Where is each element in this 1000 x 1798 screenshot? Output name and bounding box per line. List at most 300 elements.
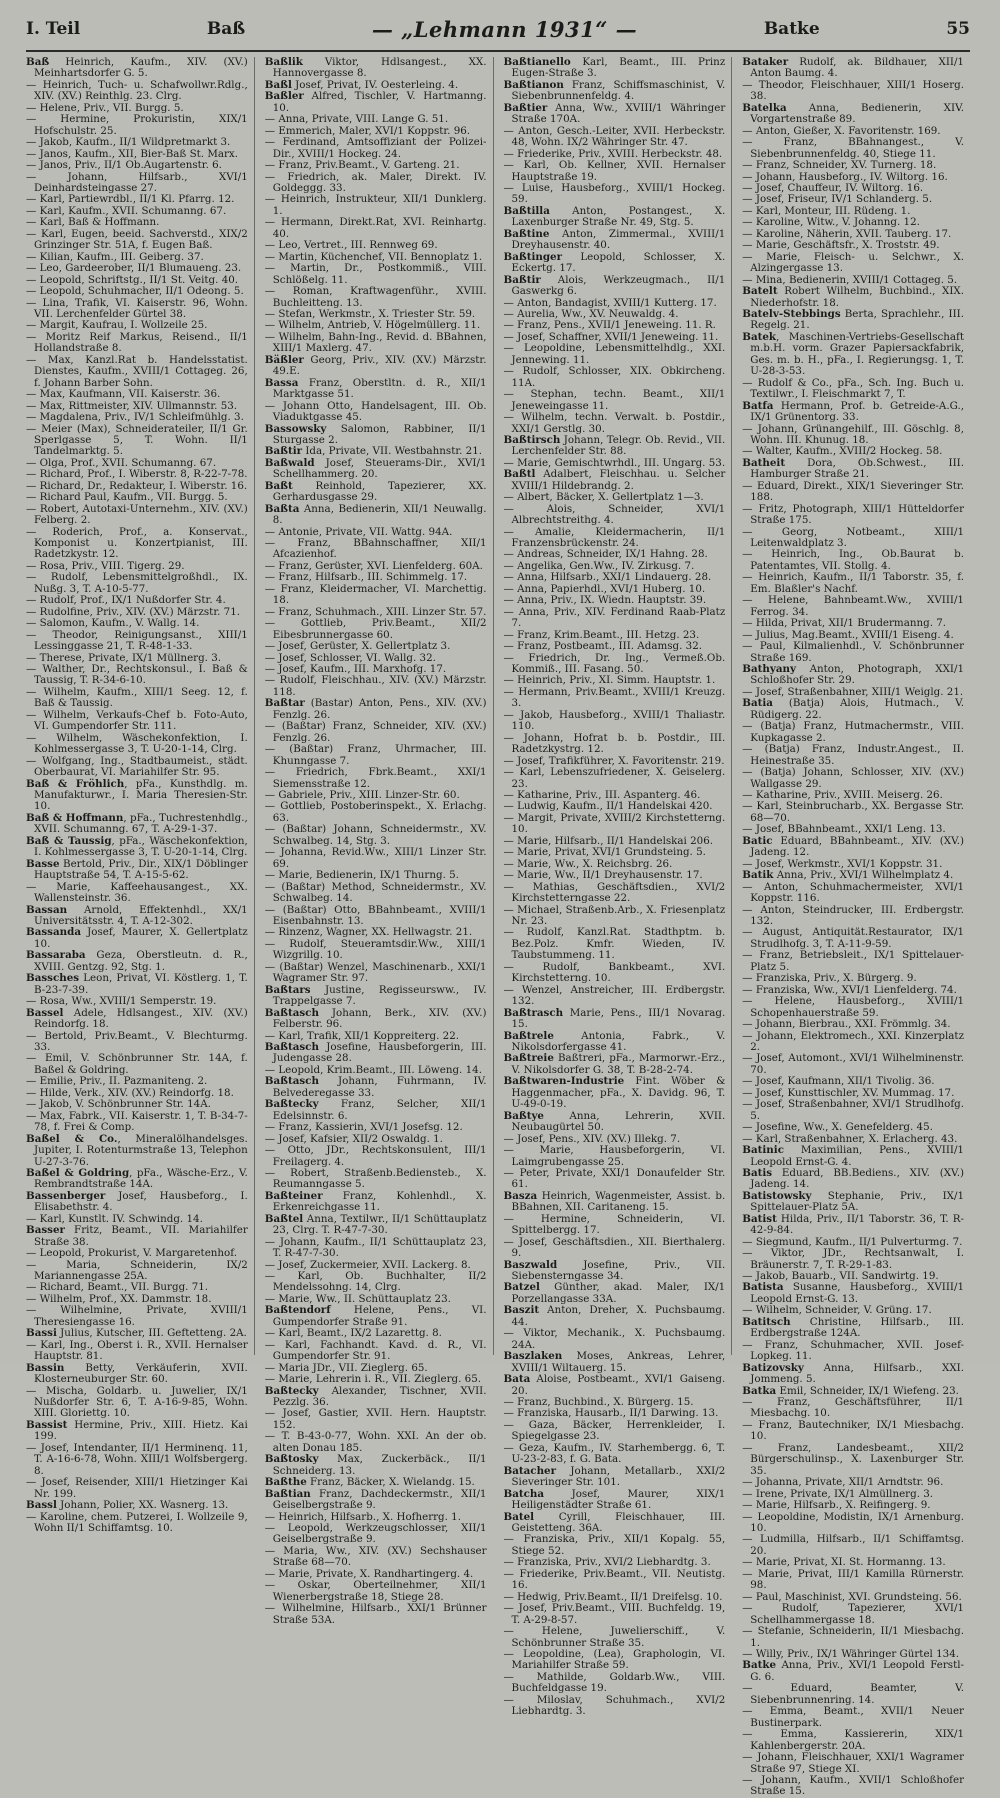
directory-entry: — Leopold, Krim.Beamt., III. Löweng. 14. (264, 1063, 482, 1076)
entry-surname: Baßel & Co. (26, 1132, 118, 1145)
directory-entry: — Wilhelm, Kaufm., XIII/1 Seeg. 12, f. Baß & Taussig. (26, 685, 248, 710)
entry-surname: Bassches (26, 972, 80, 985)
directory-entry: Batelv-Stebbings Berta, Sprachlehr., III. Regelg. 21. (742, 307, 964, 332)
directory-entry: Basse Bertold, Priv., Dir., XIX/1 Döblinger Hauptstraße 54, T. A-15-5-62. (26, 857, 248, 882)
directory-entry: Bassin Betty, Verkäuferin, XVII. Klosterneuburger Str. 60. (26, 1361, 248, 1386)
directory-entry: — Magdalena, Priv., IV/1 Schleifmühlg. 3. (26, 411, 244, 424)
directory-entry: — Katharine, Priv., XVIII. Meiserg. 26. (742, 789, 943, 801)
entry-surname: Batka (742, 1384, 777, 1397)
directory-entry: — Josef, Straßenbahner, XVI/1 Strudlhofg. 5. (742, 1098, 964, 1122)
directory-entry: — T. B-43-0-77, Wohn. XXI. An der ob. alten Donau 185. (264, 1430, 487, 1454)
entry-surname: Basza (503, 1189, 538, 1202)
directory-entry: Baßler Alfred, Tischler, V. Hartmanng. 10. (264, 90, 487, 114)
directory-entry: — Franz, Gerüster, XVI. Lienfelderg. 60A. (264, 559, 483, 572)
directory-entry: Baßtars Justine, Regisseursww., IV. Trappelgasse 7. (264, 983, 487, 1008)
directory-entry: — Marie, Ww., II. Schüttauplatz 23. (264, 1292, 451, 1305)
directory-entry: Baßtian Franz, Dachdeckermstr., XII/1 Geiselbergstraße 9. (264, 1487, 487, 1512)
directory-entry: — Emmerich, Maler, XVI/1 Koppstr. 96. (264, 124, 471, 137)
entry-surname: Bassist (26, 1418, 68, 1431)
directory-entry: — Franz, Schneider, XV. Turnerg. 18. (742, 159, 937, 172)
directory-entry: — Olga, Prof., XVII. Schumanng. 67. (26, 456, 217, 469)
directory-entry: — Angelika, Gen.Ww., IV. Zirkusg. 7. (503, 559, 695, 572)
directory-entry: — Franziska, Priv., X. Bürgerg. 9. (742, 972, 917, 985)
directory-entry: Baßta Anna, Bedienerin, XII/1 Neuwallg. 8. (264, 502, 487, 527)
column-2 (264, 56, 494, 1626)
directory-entry: — Georg, Notbeamt., XIII/1 Leitenwaldplatz 3. (742, 525, 964, 550)
directory-entry: — Johanna, Private, XII/1 Arndtstr. 96. (742, 1476, 944, 1489)
directory-entry: Batfa Hermann, Prof. b. Getreide-A.G., IX/1 Grünentorg. 33. (742, 399, 964, 424)
directory-entry: — (Baßtar) Johann, Schneidermstr., XV. Schwalbeg. 14, Stg. 3. (264, 823, 487, 847)
entry-surname: Baßtilla (503, 204, 550, 217)
directory-entry: — Leopold, Werkzeugschlosser, XII/1 Geiselbergstraße 9. (264, 1522, 487, 1546)
directory-entry: — Janos, Kaufm., XII, Bier-Baß St. Marx. (26, 147, 239, 160)
directory-entry: — Marie, Privat, XVI/1 Grundsteing. 5. (503, 846, 706, 859)
directory-entry: Baß Heinrich, Kaufm., XIV. (XV.) Meinhartsdorfer G. 5. (26, 56, 248, 80)
directory-entry: — Josef, Schlosser, VI. Wallg. 32. (264, 651, 436, 664)
directory-entry: — Rudolf, Steueramtsdir.Ww., XIII/1 Wizgrillg. 10. (264, 937, 487, 962)
entry-surname: Batacher (503, 1464, 557, 1477)
directory-entry: Batia (Batja) Alois, Hutmach., V. Rüdigerg. 22. (742, 697, 964, 721)
directory-entry: — Wilhelm, techn. Verwalt. b. Postdir., XXI/1 Gerstlg. 30. (503, 411, 726, 435)
directory-entry: — Franz, BBahnschaffner, XII/1 Afcazienhof. (264, 537, 487, 561)
directory-entry: — Heinrich, Instrukteur, XII/1 Dunklerg. 1. (264, 193, 487, 217)
directory-entry: — Miloslav, Schuhmach., XVI/2 Liebhardtg. 3. (503, 1693, 726, 1718)
directory-entry: — Franziska, Hausarb., II/1 Darwing. 13. (503, 1407, 719, 1420)
directory-entry: — Friedrich, ak. Maler, Direkt. IV. Goldeggg. 33. (264, 170, 487, 194)
directory-entry: — Leopoldine, Lebensmittelhdlg., XXI. Jennewing. 11. (503, 342, 726, 366)
directory-entry: — (Batja) Franz, Hutmachermstr., VIII. Kupkagasse 2. (742, 720, 964, 744)
directory-entry: — Stefanie, Schneiderin, II/1 Miesbachg. 1. (742, 1625, 964, 1649)
directory-entry: Batista Susanne, Hausbeforg., XVIII/1 Leopold Ernst-G. 13. (742, 1281, 964, 1305)
directory-entry: — Luise, Hausbeforg., XVIII/1 Hockeg. 59. (503, 181, 726, 206)
guide-word-left: Baß (206, 19, 246, 39)
directory-entry: — Roman, Kraftwagenführ., XVIII. Buchleitteng. 13. (264, 285, 487, 309)
directory-entry: — Franz, Kassierin, XVI/1 Josefsg. 12. (264, 1121, 463, 1134)
directory-entry: — Wilhelmine, Hilfsarb., XXI/1 Brünner Straße 53A. (264, 1602, 487, 1626)
directory-entry: — Anna, Hilfsarb., XXI/1 Lindauerg. 28. (503, 571, 712, 584)
directory-entry: — Mischa, Goldarb. u. Juwelier, IX/1 Nußdorfer Str. 6, T. A-16-9-85, Wohn. XIII. Gloriettg. 10. (26, 1384, 248, 1420)
directory-entry: Batacher Johann, Metallarb., XXI/2 Sieveringer Str. 101. (503, 1464, 726, 1489)
entry-surname: Bathyany (742, 663, 796, 676)
directory-entry: — Walter, Kaufm., XVIII/2 Hockeg. 58. (742, 445, 943, 458)
directory-entry: Batinic Maximilian, Pens., XVIII/1 Leopold Ernst-G. 4. (742, 1144, 964, 1168)
directory-entry: — Josef, Friseur, IV/1 Schlanderg. 5. (742, 193, 933, 206)
directory-entry: Baßtosky Max, Zuckerbäck., II/1 Schneiderg. 13. (264, 1453, 487, 1477)
directory-entry: — Rudolf & Co., pFa., Sch. Ing. Buch u. Textilwr., I. Fleischmarkt 7, T. (742, 376, 964, 401)
directory-entry: — Hermine, Prokuristin, XIX/1 Hofschulstr. 25. (26, 113, 248, 137)
directory-entry: — Roderich, Prof., a. Konservat., Komponist u. Konzertpianist, III. Radetzkystr. 12. (26, 525, 248, 561)
directory-entry: — Franz, Kleidermacher, VI. Marchettig. 18. (264, 582, 487, 607)
entry-surname: Batistowsky (742, 1189, 812, 1202)
directory-entry: Batek, Maschinen-Vertriebs-Gesellschaft m.b.H. vorm. Grazer Papiersackfabrik, Ges. m. b. H., pFa., I. Regierungsg. 1, T. U-28-3-53. (742, 330, 964, 378)
directory-entry: Batist Hilda, Priv., II/1 Taborstr. 36, T. R-42-9-84. (742, 1212, 964, 1237)
directory-entry: Baßtirsch Johann, Telegr. Ob. Revid., VII. Lerchenfelder Str. 88. (503, 433, 726, 458)
directory-entry: Batka Emil, Schneider, IX/1 Wiefeng. 23. (742, 1384, 959, 1397)
entry-surname: Batel (503, 1510, 535, 1523)
directory-entry: — Katharine, Priv., III. Aspanterg. 46. (503, 789, 701, 801)
page-header (26, 14, 970, 44)
entry-surname: Baßt (264, 479, 293, 492)
entry-surname: Baßel & Goldring (26, 1166, 130, 1179)
entry-surname: Bassin (26, 1361, 65, 1374)
directory-entry: — Mathilde, Goldarb.Ww., VIII. Buchfeldgasse 19. (503, 1670, 726, 1695)
directory-entry: — Friedrich, Dr. Ing., Vermeß.Ob. Kommiß., III. Fasang. 50. (503, 651, 726, 676)
directory-entry: — Franz, Betriebsleit., IX/1 Spittelauer-Platz 5. (742, 949, 964, 973)
directory-entry: — Hilda, Privat, XII/1 Brudermanng. 7. (742, 617, 947, 630)
directory-entry: — Otto, JDr., Rechtskonsulent, III/1 Freilagerg. 4. (264, 1144, 487, 1168)
directory-entry: — Rudolf, Lebensmittelgroßhdl., IX. Nußg. 3, T. A-10-5-77. (26, 571, 248, 595)
entry-surname: Baßtir (264, 445, 303, 458)
entry-surname: Baßta (264, 502, 300, 515)
directory-entry: — Marie, Bedienerin, IX/1 Thurng. 5. (264, 869, 459, 882)
directory-entry: Baßel & Goldring, pFa., Wäsche-Erz., V. Rembrandtstraße 14A. (26, 1166, 248, 1191)
directory-entry: — Peter, Private, XXI/1 Donaufelder Str. 61. (503, 1166, 726, 1191)
directory-entry: Baßtecky Franz, Selcher, XII/1 Edelsinnstr. 6. (264, 1098, 487, 1122)
directory-entry: Bassaraba Geza, Oberstleutn. d. R., XVIII. Gentzg. 92, Stg. 1. (26, 949, 248, 973)
directory-entry: Bassel Adele, Hdlsangest., XIV. (XV.) Reindorfg. 18. (26, 1006, 248, 1031)
directory-entry: — Josef, Werkmstr., XVI/1 Koppstr. 31. (742, 857, 943, 870)
directory-entry: — Marie, Ww., II/1 Dreyhausenstr. 17. (503, 869, 703, 882)
entry-surname: Batzel (503, 1281, 540, 1294)
directory-entry: — Wolfgang, Ing., Stadtbaumeist., städt. Oberbaurat, VI. Mariahilfer Str. 95. (26, 754, 248, 779)
entry-surname: Baßtel (264, 1212, 304, 1225)
directory-entry: — Rosa, Priv., VIII. Tigerg. 29. (26, 559, 185, 572)
entry-surname: Batke (742, 1659, 777, 1672)
directory-entry: — Rudolf, Schlosser, XIX. Obkircheng. 11A. (503, 365, 726, 389)
entry-surname: Bassenberger (26, 1189, 106, 1202)
directory-entry: — Stefan, Werkmstr., X. Triester Str. 59. (264, 307, 476, 320)
entry-surname: Baß & Fröhlich (26, 777, 125, 790)
directory-entry: — Helene, Priv., VII. Burgg. 5. (26, 101, 184, 114)
directory-entry: Baßtwaren-Industrie Fint. Wöber & Haggenmacher, pFa., X. Davidg. 96, T. U-49-0-19. (503, 1075, 726, 1111)
entry-surname: Baßtecky (264, 1098, 319, 1111)
directory-entry: Batitsch Christine, Hilfsarb., III. Erdbergstraße 124A. (742, 1315, 964, 1340)
directory-entry: — Marie, Privat, XI. St. Hormanng. 13. (742, 1556, 946, 1569)
directory-entry: — Therese, Private, IX/1 Müllnerg. 3. (26, 651, 222, 664)
directory-entry: — (Batja) Franz, Industr.Angest., II. Heinestraße 35. (742, 743, 964, 767)
entry-surname: Baßtianon (503, 78, 564, 91)
directory-entry: Baßtasch Johann, Fuhrmann, IV. Belvederegasse 33. (264, 1075, 487, 1099)
directory-entry: Baßtasch Johann, Berk., XIV. (XV.) Felberstr. 96. (264, 1006, 487, 1031)
entry-surname: Batist (742, 1212, 777, 1225)
directory-entry: — Margit, Private, XVIII/2 Kirchstetterng. 10. (503, 811, 726, 836)
entry-surname: Baßlik (264, 56, 303, 68)
directory-entry: Batizovsky Anna, Hilfsarb., XXI. Jommeng. 5. (742, 1361, 964, 1386)
column-3 (503, 56, 733, 1718)
directory-entry: Baßtendorf Helene, Pens., VI. Gumpendorfer Straße 91. (264, 1304, 487, 1328)
directory-entry: — Johann, Elektromech., XXI. Kinzerplatz 2. (742, 1029, 964, 1053)
directory-entry: — Gabriele, Priv., XIII. Linzer-Str. 60. (264, 789, 460, 801)
entry-surname: Baß & Taussig (26, 834, 112, 847)
directory-entry: — Marie, Private, X. Randhartingerg. 4. (264, 1567, 474, 1580)
directory-entry: Baßtine Anton, Zimmermal., XVIII/1 Dreyhausenstr. 40. (503, 227, 726, 252)
directory-entry: — Mathias, Geschäftsdien., XVI/2 Kirchstetterngasse 22. (503, 880, 726, 905)
directory-entry: — Franziska, Priv., XII/1 Kopalg. 55, Stiege 52. (503, 1533, 726, 1557)
directory-entry: Bassl Johann, Polier, XX. Wasnerg. 13. (26, 1499, 229, 1512)
directory-entry: — Ludwig, Kaufm., II/1 Handelskai 420. (503, 800, 713, 813)
directory-entry: — Helene, Bahnbeamt.Ww., XVIII/1 Ferrog. 34. (742, 594, 964, 618)
entry-surname: Batelka (742, 101, 787, 114)
directory-entry: Baßthe Franz, Bäcker, X. Wielandg. 15. (264, 1476, 475, 1489)
directory-entry: Baßtier Anna, Ww., XVIII/1 Währinger Straße 170A. (503, 101, 726, 126)
column-1 (26, 56, 255, 1534)
directory-entry: — Josef, Geschäftsdien., XII. Bierthalerg. 9. (503, 1235, 726, 1260)
directory-entry: — Gaza, Bäcker, Herrenkleider, I. Spiegelgasse 23. (503, 1418, 726, 1443)
entry-surname: Batizovsky (742, 1361, 804, 1374)
directory-entry: — Johann Otto, Handelsagent, III. Ob. Viaduktgasse 45. (264, 399, 487, 424)
directory-entry: — (Baßtar) Franz, Schneider, XIV. (XV.) Fenzlg. 26. (264, 720, 487, 744)
directory-entry: Baßtrele Antonia, Fabrk., V. Nikolsdorfergasse 41. (503, 1029, 726, 1053)
directory-entry: — Friederike, Priv., XVIII. Herbeckstr. 48. (503, 147, 723, 160)
directory-entry: — Heinrich, Tuch- u. Schafwollwr.Rdlg., XIV. (XV.) Reinthlg. 23. Clrg. (26, 78, 248, 103)
directory-entry: — Karl, Straßenbahner, X. Erlacherg. 43. (742, 1132, 958, 1145)
directory-entry: — Richard, Prof., I. Wiberstr. 8, R-22-7-78. (26, 468, 248, 481)
directory-entry: Bassches Leon, Privat, VI. Köstlerg. 1, T. B-23-7-39. (26, 972, 248, 996)
directory-entry: — Wilhelm, Antrieb, V. Högelmüllerg. 11. (264, 319, 481, 332)
directory-entry: — Rudolfine, Priv., XIV. (XV.) Märzstr. 71. (26, 605, 241, 618)
directory-entry: Baßtinger Leopold, Schlosser, X. Eckertg. 17. (503, 250, 726, 275)
entry-surname: Bassel (26, 1006, 64, 1019)
directory-entry: — Josef, Kunsttischler, XV. Mummag. 17. (742, 1086, 955, 1099)
entry-surname: Baßtosky (264, 1453, 319, 1466)
directory-entry: — Johann, Hilfsarb., XVI/1 Deinhardsteingasse 27. (26, 170, 248, 194)
entry-surname: Batista (742, 1281, 784, 1294)
entry-surname: Baßtasch (264, 1006, 319, 1019)
directory-entry: — Josef, Priv.Beamt., VIII. Buchfeldg. 19, T. A-29-8-57. (503, 1602, 726, 1626)
directory-entry: — Maria JDr., VII. Zieglerg. 65. (264, 1361, 428, 1374)
directory-entry: Baßtye Anna, Lehrerin, XVII. Neubaugürtel 50. (503, 1109, 726, 1134)
directory-entry: Baszlaken Moses, Ankreas, Lehrer, XVIII/1 Wiltauerg. 15. (503, 1350, 726, 1374)
directory-entry: — Friedrich, Fbrk.Beamt., XXI/1 Siemensstraße 12. (264, 766, 487, 790)
directory-entry: Baßtrasch Marie, Pens., III/1 Novarag. 15. (503, 1006, 726, 1031)
directory-entry: — Johann, Kaufm., II/1 Schüttauplatz 23, T. R-47-7-30. (264, 1235, 487, 1260)
directory-entry: — Josef, Chauffeur, IV. Wiltorg. 16. (742, 181, 924, 194)
directory-entry: — Anna, Priv., XIV. Ferdinand Raab-Platz 7. (503, 605, 726, 630)
directory-entry: — Max, Rittmeister, XIV. Ullmannstr. 53. (26, 399, 238, 412)
directory-entry: — Emil, V. Schönbrunner Str. 14A, f. Baßel & Goldring. (26, 1052, 248, 1076)
directory-entry: — Oskar, Oberteilnehmer, XII/1 Wienerbergstraße 18, Stiege 28. (264, 1579, 487, 1603)
directory-entry: Baßtianello Karl, Beamt., III. Prinz Eugen-Straße 3. (503, 56, 726, 80)
directory-entry: — Leo, Gardeerober, II/1 Blumaueng. 23. (26, 262, 242, 275)
directory-entry: — Josef, Zuckermeier, XVII. Lackerg. 8. (264, 1258, 471, 1271)
directory-entry: — Heinrich, Kaufm., II/1 Taborstr. 35, f. Em. Blaßler's Nachf. (742, 571, 964, 595)
directory-entry: — Franz, Buchbind., X. Bürgerg. 15. (503, 1396, 694, 1409)
directory-entry: Bassa Franz, Oberstltn. d. R., XII/1 Marktgasse 51. (264, 376, 487, 401)
entry-surname: Baßtine (503, 227, 550, 240)
directory-entry: — Anton, Steindrucker, III. Erdbergstr. 132. (742, 903, 964, 927)
directory-entry: — Max, Kaufmann, VII. Kaiserstr. 36. (26, 388, 221, 401)
directory-entry: — Anton, Gießer, X. Favoritenstr. 169. (742, 124, 941, 137)
entry-surname: Baßtier (503, 101, 548, 114)
directory-entry: — Josef, Kaufm., III. Marxhofg. 17. (264, 663, 447, 676)
directory-entry: — Wilhelm, Schneider, V. Grüng. 17. (742, 1304, 932, 1317)
entry-surname: Baßler (264, 90, 304, 103)
entry-surname: Baßtars (264, 983, 311, 996)
directory-entry: — Max, Kanzl.Rat b. Handelsstatist. Dienstes, Kaufm., XVIII/1 Cottageg. 26, f. Johann Barber Sohn. (26, 353, 248, 389)
directory-entry: — Anna, Papierhdl., XVI/1 Huberg. 10. (503, 582, 706, 595)
entry-surname: Baßtwaren-Industrie (503, 1075, 625, 1088)
directory-entry: — Josef, Kaufmann, XII/1 Tivolig. 36. (742, 1075, 935, 1088)
directory-entry: — Karl, Ob. Kellner, XVII. Hernalser Hauptstraße 19. (503, 159, 726, 183)
directory-entry: Bassan Arnold, Effektenhdl., XX/1 Universitätsstr. 4, T. A-12-302. (26, 903, 248, 927)
directory-entry: — Marie, Hausbeforgerin, VI. Laimgrubengasse 25. (503, 1144, 726, 1168)
directory-entry: — Paul, Kilmalienhdl., V. Schönbrunner Straße 169. (742, 640, 964, 664)
directory-entry: — Rudolf, Kanzl.Rat. Stadthptm. b. Bez.Polz. Kmfr. Wieden, IV. Taubstummeng. 11. (503, 926, 726, 962)
directory-entry: — Franz, Schuhmacher, XVII. Josef-Lopkeg. 11. (742, 1338, 964, 1363)
directory-entry: Baß & Taussig, pFa., Wäschekonfektion, I. Kohlmessergasse 3, T. U-20-1-14, Clrg. (26, 834, 248, 859)
directory-entry: — Friederike, Priv.Beamt., VII. Neutistg. 16. (503, 1567, 726, 1592)
entry-surname: Baßteiner (264, 1189, 323, 1202)
directory-entry: Basser Fritz, Beamt., VII. Mariahilfer Straße 38. (26, 1224, 248, 1248)
directory-entry: Batis Eduard, BB.Bediens., XIV. (XV.) Jadeng. 14. (742, 1166, 964, 1191)
directory-entry: — Kilian, Kaufm., III. Geiberg. 37. (26, 250, 204, 263)
entry-surname: Baßwald (264, 456, 315, 469)
directory-entry: — Jakob, Bauarb., VII. Sandwirtg. 19. (742, 1270, 939, 1283)
directory-entry: — Maria, Ww., XIV. (XV.) Sechshauser Straße 68—70. (264, 1544, 487, 1569)
directory-entry: Baß & Hoffmann, pFa., Tuchrestenhdlg., XVII. Schumanng. 67, T. A-29-1-37. (26, 811, 248, 836)
directory-entry: Batel Cyrill, Fleischhauer, III. Geistetteng. 36A. (503, 1510, 726, 1534)
directory-entry: — Emilie, Priv., II. Pazmaniteng. 2. (26, 1075, 208, 1088)
entry-surname: Batia (742, 697, 773, 710)
entry-surname: Bassaraba (26, 949, 86, 962)
directory-entry: — Heinrich, Ing., Ob.Baurat b. Patentamtes, VII. Stollg. 4. (742, 548, 964, 572)
directory-entry: — Marie, Gemischtwrhdl., III. Ungarg. 53. (503, 456, 726, 469)
directory-entry: — (Baßtar) Otto, BBahnbeamt., XVIII/1 Eisenbahnstr. 13. (264, 903, 487, 927)
directory-entry: Baßteiner Franz, Kohlenhdl., X. Erkenreichgasse 11. (264, 1189, 487, 1214)
directory-entry: — Theodor, Reinigungsanst., XIII/1 Lessinggasse 21, T. R-48-1-33. (26, 628, 248, 653)
directory-entry: — Karl, Fachhandt. Kavd. d. R., VI. Gumpendorfer Str. 91. (264, 1338, 487, 1363)
directory-entry: — Richard, Beamt., VII. Burgg. 71. (26, 1281, 209, 1294)
directory-entry: Baßtir Ida, Private, VII. Westbahnstr. 21. (264, 445, 483, 458)
directory-entry: Batistowsky Stephanie, Priv., IX/1 Spittelauer-Platz 5A. (742, 1189, 964, 1214)
directory-entry: — Michael, Straßenb.Arb., X. Friesenplatz Nr. 23. (503, 903, 726, 927)
directory-entry: Batcha Josef, Maurer, XIX/1 Heiligenstädter Straße 61. (503, 1487, 726, 1512)
directory-entry: — Leopoldine, (Lea), Graphologin, VI. Mariahilfer Straße 59. (503, 1647, 726, 1672)
directory-entry: — Franz, Priv.Beamt., V. Garteng. 21. (264, 159, 460, 172)
directory-entry: — Marie, Kaffeehausangest., XX. Wallensteinstr. 36. (26, 880, 248, 905)
directory-entry: — Theodor, Fleischhauer, XIII/1 Hoserg. 38. (742, 78, 964, 103)
page-title: — „Lehmann 1931“ — (371, 16, 638, 42)
directory-entry: — Eduard, Direkt., XIX/1 Sieveringer Str. 188. (742, 479, 964, 504)
directory-entry: — Andreas, Schneider, IX/1 Hahng. 28. (503, 548, 708, 561)
directory-entry: — Lina, Trafik, VI. Kaiserstr. 96, Wohn. VII. Lerchenfelder Gürtel 38. (26, 296, 248, 320)
directory-entry: Baßtilla Anton, Postangest., X. Laxenburger Straße Nr. 49, Stg. 5. (503, 204, 726, 229)
directory-entry: — Marie, Ww., X. Reichsbrg. 26. (503, 857, 673, 870)
entry-surname: Bassl (26, 1499, 57, 1512)
directory-entry: Batheit Dora, Ob.Schwest., III. Hamburger Straße 21. (742, 456, 964, 481)
directory-entry: — Marie, Privat, III/1 Kamilla Rürnerstr. 98. (742, 1567, 964, 1592)
directory-entry: — Josef, Intendanter, II/1 Herminenq. 11, T. A-16-6-78, Wohn. XIII/1 Wolfsbergerg. 8. (26, 1441, 248, 1477)
entry-surname: Baßl (264, 78, 292, 91)
directory-entry: Bassowsky Salomon, Rabbiner, II/1 Sturgasse 2. (264, 422, 487, 446)
directory-entry: — Anton, Bandagist, XVIII/1 Kutterg. 17. (503, 296, 717, 309)
header-rule (26, 50, 970, 52)
entry-surname: Baßtir (503, 273, 541, 286)
entry-surname: Bassi (26, 1327, 57, 1340)
directory-entry: — Wilhelmine, Private, XVIII/1 Theresiengasse 16. (26, 1304, 248, 1328)
directory-entry: — Karl, Partiewrdbl., II/1 Kl. Pfarrg. 12. (26, 193, 235, 206)
directory-entry: — Anton, Schuhmachermeister, XVI/1 Koppstr. 116. (742, 880, 964, 905)
directory-entry: — Martin, Küchenchef, VII. Bennoplatz 1. (264, 250, 483, 263)
directory-entry: — Wilhelm, Prof., XX. Dammstr. 18. (26, 1292, 212, 1305)
directory-entry: — Jakob, Hausbeforg., XVIII/1 Thaliastr. 110. (503, 708, 726, 733)
directory-entry: — Margit, Kaufrau, I. Wollzeile 25. (26, 319, 208, 332)
entry-surname: Bäßler (264, 353, 304, 366)
directory-entry: — Leopold, Schriftstg., II/1 St. Veitg. 40. (26, 273, 239, 286)
directory-entry: — Hermann, Priv.Beamt., XVIII/1 Kreuzg. 3. (503, 685, 726, 710)
directory-entry: — Leopoldine, Modistin, IX/1 Arnenburg. 10. (742, 1510, 964, 1534)
directory-entry: Batzel Günther, akad. Maler, IX/1 Porzellangasse 33A. (503, 1281, 726, 1305)
directory-entry: Baßlik Viktor, Hdlsangest., XX. Hannovergasse 8. (264, 56, 487, 80)
directory-entry: — Johann, Fleischhauer, XXI/1 Wagramer Straße 97, Stiege XI. (742, 1751, 964, 1775)
entry-surname: Baßtian (264, 1487, 311, 1500)
entry-surname: Baszlaken (503, 1350, 563, 1363)
directory-entry: — Johann, Hofrat b. b. Postdir., III. Radetzkystrg. 12. (503, 731, 726, 756)
entry-surname: Baßtar (264, 697, 305, 710)
entry-surname: Batelv-Stebbings (742, 307, 841, 320)
directory-entry: — Franz, Landesbeamt., XII/2 Bürgerschulinsp., X. Laxenburger Str. 35. (742, 1441, 964, 1477)
directory-entry: — Josefine, Ww., X. Genefelderg. 45. (742, 1121, 933, 1134)
directory-entry: Baßtianon Franz, Schiffsmaschinist, V. Siebenbrunnenfeldg. 4. (503, 78, 726, 103)
directory-entry: — Bertold, Priv.Beamt., V. Blechturmg. 33. (26, 1029, 248, 1053)
directory-entry: — August, Antiquität.Restaurator, IX/1 Strudlhofg. 3, T. A-11-9-59. (742, 926, 964, 950)
entry-surname: Bassa (264, 376, 299, 389)
directory-entry: — Viktor, Mechanik., X. Puchsbaumg. 24A. (503, 1327, 726, 1351)
directory-entry: — Walther, Dr., Rechtskonsul., I. Baß & Taussig, T. R-34-6-10. (26, 663, 248, 687)
directory-entry: — Karl, Monteur, III. Rüdeng. 1. (742, 204, 911, 217)
directory-entry: — Jakob, V. Schönbrunner Str. 14A. (26, 1098, 211, 1111)
directory-entry: — Janos, Priv., II/1 Ob.Augartenstr. 6. (26, 159, 222, 172)
columns-container (26, 56, 970, 1798)
entry-surname: Baßtl (503, 468, 536, 481)
directory-entry: Bassanda Josef, Maurer, X. Gellertplatz 10. (26, 926, 248, 950)
directory-entry: — Josef, Pens., XIV. (XV.) Illekg. 7. (503, 1132, 681, 1145)
directory-entry: — Alois, Schneider, XVI/1 Albrechtstreithg. 4. (503, 502, 726, 527)
entry-surname: Baß (26, 56, 50, 68)
directory-entry: — Karoline, chem. Putzerei, I. Wollzeile 9, Wohn II/1 Schiffamtsg. 10. (26, 1510, 248, 1534)
directory-entry: — Franz, Krim.Beamt., III. Hetzg. 23. (503, 628, 700, 641)
directory-entry: — Karl, Baß & Hoffmann. (26, 216, 160, 229)
directory-entry: — Anna, Priv., IX. Wiedn. Hauptstr. 39. (503, 594, 707, 607)
directory-entry: — Anton, Gesch.-Leiter, XVII. Herbeckstr. 48, Wohn. IX/2 Währinger Str. 47. (503, 124, 726, 149)
directory-entry: — (Baßtar) Franz, Uhrmacher, III. Khunngasse 7. (264, 743, 487, 767)
entry-surname: Baßtecky (264, 1384, 319, 1397)
directory-entry: — Wenzel, Anstreicher, III. Erdbergstr. 132. (503, 983, 726, 1008)
entry-surname: Batcha (503, 1487, 545, 1500)
directory-entry: — Siegmund, Kaufm., II/1 Pulverturmg. 7. (742, 1235, 963, 1248)
directory-entry: — Franz, Postbeamt., III. Adamsg. 32. (503, 640, 703, 653)
directory-entry: — Robert, Straßenb.Bediensteb., X. Reumanngasse 5. (264, 1166, 487, 1191)
directory-entry: — Stephan, techn. Beamt., XII/1 Jeneweingasse 11. (503, 388, 726, 412)
directory-entry: Bathyany Anton, Photograph, XXI/1 Schloßhofer Str. 29. (742, 663, 964, 687)
entry-surname: Batheit (742, 456, 786, 469)
directory-entry: — Viktor, JDr., Rechtsanwalt, I. Bräunerstr. 7, T. R-29-1-83. (742, 1247, 964, 1271)
directory-entry: — Ludmilla, Hilfsarb., II/1 Schiffamtsg. 20. (742, 1533, 964, 1557)
directory-entry: — Hermann, Direkt.Rat, XVI. Reinhartg. 40. (264, 216, 487, 240)
entry-surname: Baszit (503, 1304, 540, 1317)
directory-entry: Batelka Anna, Bedienerin, XIV. Vorgartenstraße 89. (742, 101, 964, 126)
directory-entry: Baßtasch Josefine, Hausbeforgerin, III. Judengasse 28. (264, 1040, 487, 1065)
directory-entry: — Max, Fabrk., VII. Kaiserstr. 1, T. B-34-7-78, f. Frei & Comp. (26, 1109, 248, 1134)
entry-surname: Bata (503, 1373, 531, 1386)
directory-entry: — Rudolf, Fleischhau., XIV. (XV.) Märzstr. 118. (264, 674, 487, 698)
directory-entry: — Emma, Beamt., XVII/1 Neuer Bustinerpark. (742, 1705, 964, 1729)
entry-surname: Batfa (742, 399, 774, 412)
directory-entry: Baßtl Adalbert, Fleischhau. u. Selcher XVIII/1 Hildebrandg. 2. (503, 468, 726, 492)
entry-surname: Batelt (742, 285, 778, 298)
entry-surname: Bassanda (26, 926, 81, 939)
directory-entry: — Josef, Straßenbahner, XIII/1 Weiglg. 21. (742, 685, 964, 698)
